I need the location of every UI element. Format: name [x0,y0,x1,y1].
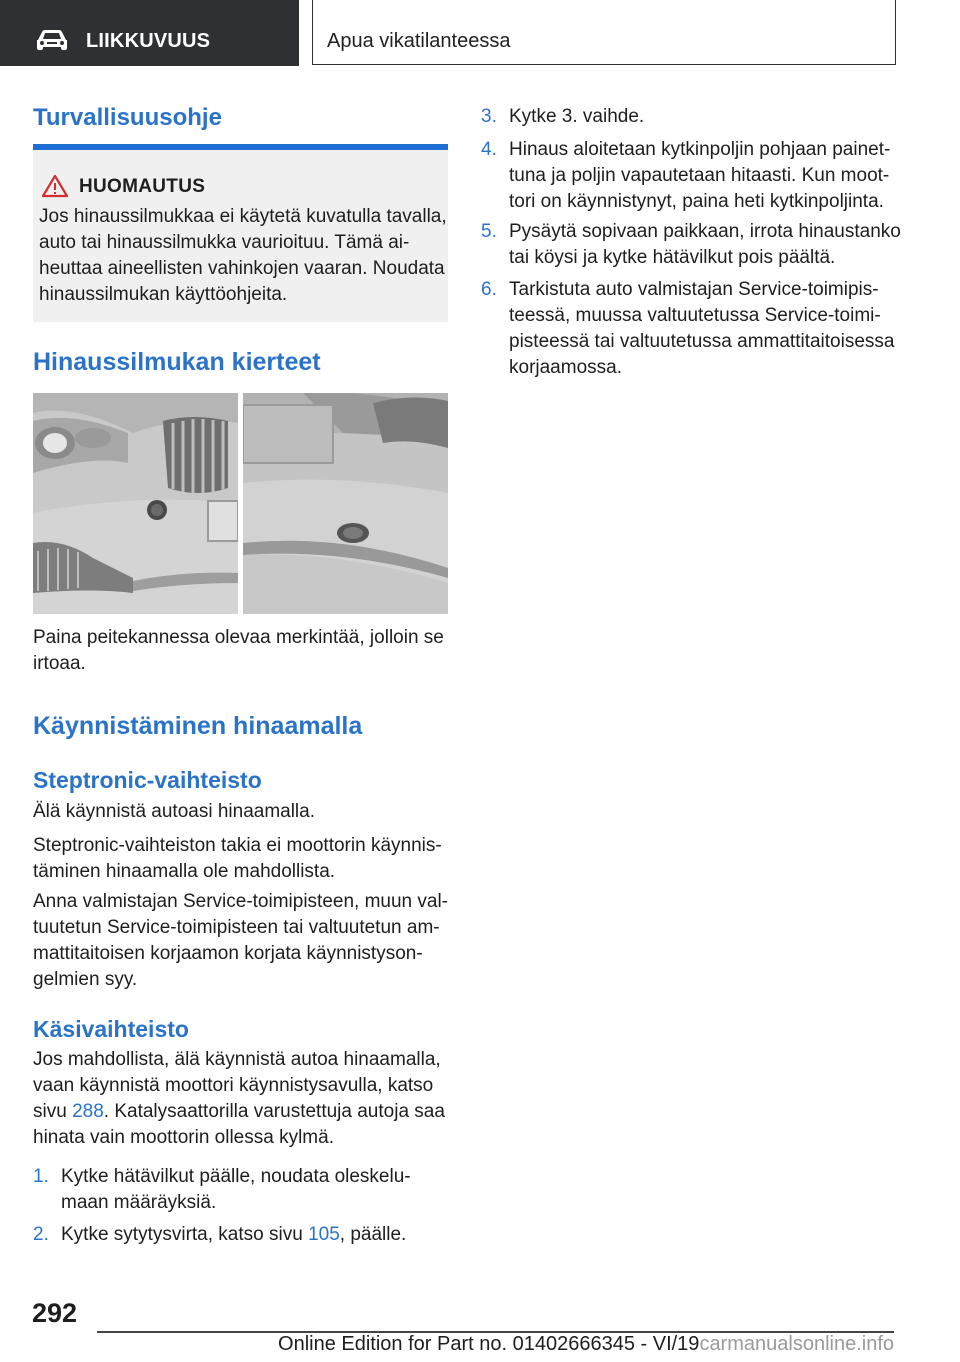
front-bumper-photo [33,393,238,614]
text-line: pisteessä tai valtuutetussa ammattitaitoisessa [509,331,895,352]
step-number: 1. [33,1166,49,1187]
text-line: Tarkistuta auto valmistajan Service-toimipis- [509,279,879,300]
start-heading: Käynnistäminen hinaamalla [33,712,363,740]
text-span: . Katalysaattorilla varustettuja autoja saa [103,1101,445,1122]
step-number: 2. [33,1224,49,1245]
list-item [481,137,901,217]
text-span: Kytke sytytysvirta, katso sivu [61,1224,309,1245]
caption-line: irtoaa. [33,653,86,674]
text-line: mattitaitoisen korjaamon korjata käynnistyson- [33,943,423,964]
text-line: Älä käynnistä autoasi hinaamalla. [33,801,316,822]
edition-text: Online Edition for Part no. 01402666345 - VI/19 [278,1333,700,1355]
warning-triangle-icon [41,174,69,198]
step-text [509,219,901,271]
warning-box [33,144,448,322]
text-line: korjaamossa. [509,357,622,378]
step-number: 4. [481,139,497,160]
steptronic-paragraph [33,799,453,825]
footer-edition [0,1333,894,1356]
section-label: LIIKKUVUUS [86,30,211,52]
safety-heading: Turvallisuusohje [33,104,222,131]
text-line: tori on käynnistynyt, paina heti kytkinpoljinta. [509,191,884,212]
page-link-105[interactable]: 105 [308,1224,340,1245]
warning-line: auto tai hinaussilmukka vaurioituu. Tämä ai- [39,232,410,253]
warning-title: HUOMAUTUS [79,176,206,197]
step-text [61,1164,411,1216]
photo-caption [33,625,453,677]
car-icon [34,28,70,52]
manual-heading: Käsivaihteisto [33,1016,189,1042]
manual-paragraph [33,1047,453,1151]
step-text [509,137,890,215]
steptronic-paragraph [33,889,453,993]
text-line: maan määräyksiä. [61,1192,217,1213]
header-section-tab[interactable] [0,0,299,66]
text-line: tuutetun Service-toimipisteen tai valtuutetun am- [33,917,440,938]
chapter-header [312,0,896,65]
watermark: carmanualsonline.info [699,1333,894,1355]
step-text [509,277,894,381]
text-line: Jos mahdollista, älä käynnistä autoa hinaamalla, [33,1049,441,1070]
text-line: Anna valmistajan Service-toimipisteen, muun val- [33,891,449,912]
warning-line: heuttaa aineellisten vahinkojen vaaran. Noudata [39,258,445,279]
text-line: Pysäytä sopivaan paikkaan, irrota hinaustanko [509,221,901,242]
text-line: täminen hinaamalla ole mahdollista. [33,861,336,882]
chapter-title: Apua vikatilanteessa [327,30,511,52]
rear-bumper-photo [243,393,448,614]
text-line: Hinaus aloitetaan kytkinpoljin pohjaan painet- [509,139,891,160]
text-line: tai köysi ja kytke hätävilkut pois päältä. [509,247,836,268]
step-number: 3. [481,106,497,127]
text-line: hinata vain moottorin ollessa kylmä. [33,1127,334,1148]
text-line: teessä, muussa valtuutetussa Service-toimi- [509,305,881,326]
list-item [33,1222,453,1250]
step-number: 6. [481,279,497,300]
page-number: 292 [32,1298,78,1328]
warning-line: hinaussilmukan käyttöohjeita. [39,284,288,305]
text-line: vaan käynnistä moottori käynnistysavulla, katso [33,1075,434,1096]
step-number: 5. [481,221,497,242]
text-line: Steptronic-vaihteiston takia ei moottorin käynnis- [33,835,442,856]
text-line: gelmien syy. [33,969,138,990]
steptronic-paragraph [33,833,453,885]
thread-heading: Hinaussilmukan kierteet [33,348,321,376]
list-item [33,1164,453,1218]
warning-line: Jos hinaussilmukkaa ei käytetä kuvatulla tavalla, [39,206,447,227]
text-line: tuna ja poljin vapautetaan hitaasti. Kun moot- [509,165,890,186]
text-line [33,1099,453,1125]
steptronic-heading: Steptronic-vaihteisto [33,767,262,793]
step-text [509,104,644,130]
page-link-288[interactable]: 288 [72,1101,104,1122]
text-line: Kytke hätävilkut päälle, noudata oleskelu- [61,1166,411,1187]
list-item [481,219,901,273]
text-span: sivu [33,1101,73,1122]
warning-text [39,204,449,308]
step-text [61,1222,406,1248]
list-item [481,104,901,132]
caption-line: Paina peitekannessa olevaa merkintää, jolloin se [33,627,444,648]
text-line: Kytke 3. vaihde. [509,106,645,127]
text-span: , päälle. [339,1224,407,1245]
list-item [481,277,901,383]
